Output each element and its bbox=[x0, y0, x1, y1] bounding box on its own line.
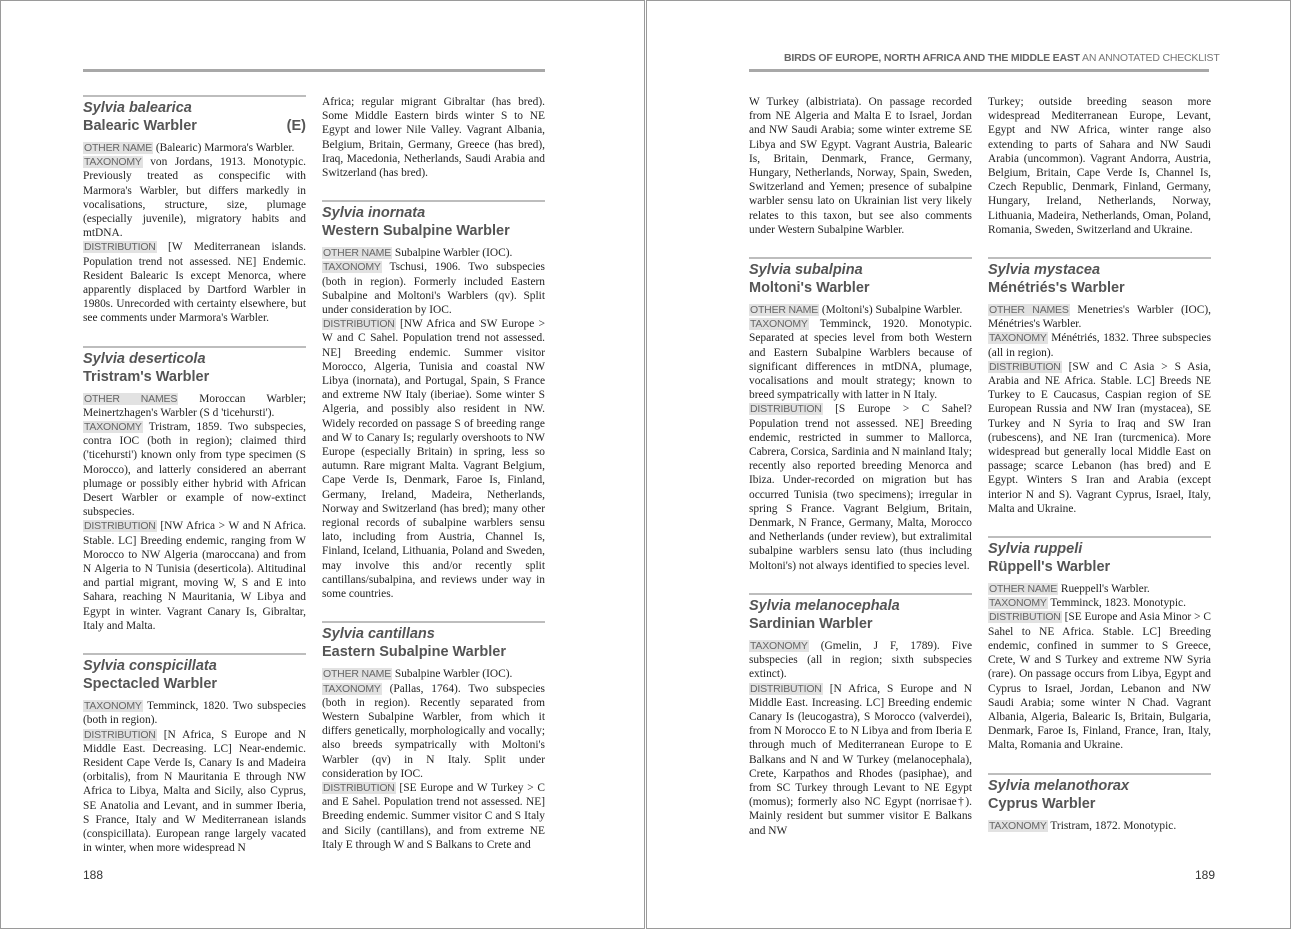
left-page-column-2 bbox=[322, 95, 545, 872]
common-name: Cyprus Warbler bbox=[988, 795, 1096, 812]
common-name-row bbox=[83, 117, 306, 135]
section-label: OTHER NAME bbox=[84, 142, 153, 154]
entry-paragraph bbox=[988, 819, 1211, 833]
entry-paragraph bbox=[749, 317, 972, 402]
section-label: TAXONOMY bbox=[84, 156, 142, 169]
scientific-name: Sylvia subalpina bbox=[749, 262, 863, 279]
common-name-row bbox=[988, 279, 1211, 297]
entry-paragraph bbox=[988, 610, 1211, 752]
section-text: (Gmelin, J F, 1789). Five subspecies (all in region; sixth subspecies extinct). bbox=[749, 639, 972, 681]
section-label: DISTRIBUTION bbox=[750, 403, 822, 416]
common-name-row bbox=[749, 279, 972, 297]
entry-paragraph bbox=[749, 402, 972, 572]
species-heading bbox=[322, 200, 545, 240]
running-header-bold: BIRDS OF EUROPE, NORTH AFRICA AND THE MIDDLE EAST bbox=[784, 52, 1080, 64]
species-heading bbox=[83, 653, 306, 693]
section-text: [SE Europe and Asia Minor > C Sahel to NE Africa. Stable. LC] Breeding endemic, confined in summer to S Greece, Crete, W and S Turkey and extreme NW Syria (rare). On passage occurs from Libya, Egypt and Cyprus to Israel, Jordan, Lebanon and NW Saudi Arabia; some winter N Chad. Vagrant Albania, Algeria, Balearic Is, Britain, Bulgaria, Denmark, Faroe Is, Finland, France, Iran, Italy, Malta, Romania and Ukraine. bbox=[988, 611, 1211, 752]
section-text: Temminck, 1823. Monotypic. bbox=[1047, 597, 1186, 610]
section-label: DISTRIBUTION bbox=[750, 682, 822, 695]
species-entry bbox=[322, 200, 545, 601]
left-page bbox=[0, 0, 645, 929]
scientific-name: Sylvia mystacea bbox=[988, 262, 1101, 279]
section-text: [N Africa, S Europe and N Middle East. Increasing. LC] Breeding endemic Canary Is (leucogastra), S Morocco (valverdei), from N Morocco E to N Libya and from Iberia E through much of Mediterranean Europe to E Balkans and N and W Turkey (melanocephala), Crete, Karpathos and Rhodes (pasiphae), and from SC Turkey through Levant to NE Egypt (momus); formerly also NC Egypt (norrisae†). Mainly resident but summer visitor E Balkans and NW bbox=[749, 682, 972, 837]
top-rule bbox=[749, 69, 1209, 72]
entry-paragraph bbox=[83, 141, 306, 155]
section-label: TAXONOMY bbox=[750, 639, 808, 652]
section-label: TAXONOMY bbox=[84, 421, 142, 434]
section-text: (Moltoni's) Subalpine Warbler. bbox=[819, 304, 963, 317]
entry-paragraph bbox=[83, 392, 306, 420]
entry-paragraph bbox=[988, 331, 1211, 359]
section-label: DISTRIBUTION bbox=[989, 360, 1061, 373]
species-entry bbox=[988, 773, 1211, 833]
running-header bbox=[784, 52, 1220, 64]
entry-paragraph bbox=[83, 420, 306, 519]
section-text: Menetries's Warbler (IOC), Ménétries's Warbler. bbox=[988, 304, 1211, 331]
section-label: OTHER NAME bbox=[323, 247, 392, 260]
section-label: DISTRIBUTION bbox=[323, 781, 395, 794]
section-text: Moroccan Warbler; Meinertzhagen's Warbler (S d 'ticehursti'). bbox=[83, 392, 306, 419]
section-text: [NW Africa and SW Europe > W and C Sahel. Population trend not assessed. NE] Breeding endemic. Summer visitor Morocco, Algeria, Tunisia and coastal NW Libya (inornata), and Portugal, Spain, S France and extreme NW Italy (iberiae). Some winter S Algeria, and possibly also resident in NW. Widely recorded on passage S of breeding range and W to Canary Is; regularly overshoots to NW Europe (especially Britain) in spring, less so autumn. Rare migrant Malta. Vagrant Belgium, Cape Verde Is, Denmark, Faroe Is, Finland, Germany, Ireland, Madeira, Netherlands, Norway and Switzerland (has bred); many other regional records of subalpine warblers sensu lato, including from Austria, Channel Is, Finland, Iceland, Lithuania, Poland and Sweden, may involve this and/or recently split cantillans/subalpina, and reviews under way in some countries. bbox=[322, 318, 545, 601]
species-entry bbox=[749, 257, 972, 573]
species-heading bbox=[83, 346, 306, 386]
entry-paragraph bbox=[83, 155, 306, 240]
species-heading bbox=[322, 621, 545, 661]
section-text: (Balearic) Marmora's Warbler. bbox=[153, 142, 295, 154]
species-entry bbox=[988, 257, 1211, 516]
page-number: 188 bbox=[83, 868, 104, 882]
common-name: Ménétriés's Warbler bbox=[988, 280, 1125, 297]
species-entry bbox=[83, 95, 306, 326]
common-name-row bbox=[988, 558, 1211, 576]
section-label: OTHER NAME bbox=[750, 304, 819, 317]
section-text: Tristram, 1872. Monotypic. bbox=[1047, 819, 1177, 832]
continued-text: Turkey; outside breeding season more widespread Mediterranean Europe, Levant, Egypt and NW Africa, winter range also extending to parts of Sahara and NW Saudi Arabia (uncommon). Vagrant Andorra, Austria, Belgium, Britain, Cape Verde Is, Channel Is, Czech Republic, Denmark, Finland, Germany, Hungary, Ireland, Netherlands, Norway, Lithuania, Madeira, Netherlands, Oman, Poland, Romania, Sweden, Switzerland and Ukraine. bbox=[988, 96, 1211, 236]
endemic-tag: (E) bbox=[286, 118, 306, 134]
section-label: TAXONOMY bbox=[989, 597, 1047, 610]
page-number: 189 bbox=[1195, 868, 1216, 882]
entry-paragraph bbox=[988, 582, 1211, 596]
scientific-name: Sylvia melanocephala bbox=[749, 597, 900, 614]
section-label: TAXONOMY bbox=[323, 261, 381, 274]
section-text: [NW Africa > W and N Africa. Stable. LC] Breeding endemic, ranging from W Morocco to NW Algeria (maroccana) and from N Algeria to N Tunisia (deserticola). Altitudinal and partial migrant, moving W, S and E into Sahara, reaching N Mauritania, W Libya and Egypt in winter. Vagrant Canary Is, Gibraltar, Italy and Malta. bbox=[83, 520, 306, 632]
section-text: [SW and C Asia > S Asia, Arabia and NE Africa. Stable. LC] Breeds NE Turkey to E Caucasus, Caspian region of SE European Russia and NW Iran (mystacea), SE Turkey and N Syria to Iraq and SW Iran (rubescens), and NE Iran (turcmenica). More widespread but generally local Middle East on passage; scarce Lebanon (has bred) and E Egypt. Winters S Iran and Arabia (except interior N and S). Vagrant Cyprus, Israel, Italy, Malta and Ukraine. bbox=[988, 360, 1211, 515]
entry-paragraph bbox=[322, 317, 545, 601]
entry-paragraph bbox=[749, 639, 972, 682]
species-heading bbox=[749, 257, 972, 297]
species-heading bbox=[749, 593, 972, 633]
section-text: (Pallas, 1764). Two subspecies (both in region). Recently separated from Western Subalpine Warbler, from which it differs genetically, morphologically and vocally; also breeds sympatrically with Moltoni's Warbler (qv) in N Italy. Split under consideration by IOC. bbox=[322, 682, 545, 780]
section-text: Temminck, 1920. Monotypic. Separated at species level from both Western and Eastern Subalpine Warblers because of significant differences in mtDNA, plumage, vocalisations and moult strategy; known to breed sympatrically with latter in N Italy. bbox=[749, 318, 972, 402]
entry-paragraph bbox=[988, 360, 1211, 516]
entry-paragraph bbox=[322, 667, 545, 681]
section-label: TAXONOMY bbox=[323, 682, 381, 695]
top-rule bbox=[83, 69, 545, 72]
species-entry bbox=[749, 593, 972, 838]
continued-text: W Turkey (albistriata). On passage recorded from NE Algeria and Malta E to Israel, Jordan and NW Saudi Arabia; some winter extreme SE Libya and SW Egypt. Vagrant Austria, Balearic Is, Britain, Denmark, France, Germany, Hungary, Netherlands, Norway, Spain, Sweden, Switzerland and Yemen; presence of subalpine warbler sensu lato on Ukrainian list very likely relates to this taxon, but see also comments under Western Subalpine Warbler. bbox=[749, 96, 972, 236]
entry-paragraph bbox=[988, 303, 1211, 331]
entry-paragraph bbox=[322, 781, 545, 852]
species-entry bbox=[988, 536, 1211, 752]
section-label: TAXONOMY bbox=[750, 318, 808, 331]
scientific-name: Sylvia conspicillata bbox=[83, 658, 217, 675]
section-text: [N Africa, S Europe and N Middle East. Decreasing. LC] Near-endemic. Resident Cape Verde Is, Canary Is and Madeira (orbitalis), from N Mauritania E through NW Africa to Libya, Malta and Sicily, also Cyprus, SE Anatolia and Levant, and in summer Iberia, S France, Italy and W Mediterranean islands (conspicillata). European range largely vacated in winter, when more widespread N bbox=[83, 728, 306, 855]
right-page-column-1 bbox=[749, 95, 972, 858]
entry-paragraph bbox=[988, 596, 1211, 610]
left-page-column-1 bbox=[83, 95, 306, 875]
section-label: OTHER NAME bbox=[323, 668, 392, 681]
common-name-row bbox=[83, 675, 306, 693]
entry-paragraph bbox=[322, 246, 545, 260]
common-name: Rüppell's Warbler bbox=[988, 559, 1111, 576]
species-heading bbox=[988, 536, 1211, 576]
common-name: Eastern Subalpine Warbler bbox=[322, 644, 506, 661]
species-heading bbox=[988, 257, 1211, 297]
section-label: DISTRIBUTION bbox=[84, 728, 156, 741]
species-entry bbox=[83, 653, 306, 855]
section-label: DISTRIBUTION bbox=[323, 318, 395, 331]
section-text: Subalpine Warbler (IOC). bbox=[392, 668, 513, 681]
common-name-row bbox=[83, 368, 306, 386]
common-name: Tristram's Warbler bbox=[83, 368, 210, 385]
scientific-name: Sylvia ruppeli bbox=[988, 541, 1083, 558]
species-entry bbox=[322, 621, 545, 852]
section-text: [W Mediterranean islands. Population trend not assessed. NE] Endemic. Resident Balearic Is except Menorca, where apparently displaced by Dartford Warbler in 1980s. Unrecorded with certainty elsewhere, but see comments under Marmora's Warbler. bbox=[83, 241, 306, 325]
entry-paragraph bbox=[83, 240, 306, 325]
section-text: Tristram, 1859. Two subspecies, contra IOC (both in region); claimed third ('ticehursti') known only from type specimen (S Morocco), and latterly considered an aberrant plumage or possibly either hybrid with African Desert Warbler or example of now-extinct subspecies. bbox=[83, 421, 306, 519]
section-text: Tschusi, 1906. Two subspecies (both in region). Formerly included Eastern Subalpine and Moltoni's Warblers (qv). Split under consideration by IOC. bbox=[322, 261, 545, 317]
common-name: Spectacled Warbler bbox=[83, 676, 218, 693]
entry-paragraph bbox=[322, 682, 545, 781]
entry-paragraph bbox=[322, 260, 545, 317]
entry-paragraph bbox=[83, 699, 306, 727]
section-label: TAXONOMY bbox=[989, 332, 1047, 345]
species-heading bbox=[83, 95, 306, 135]
section-text: von Jordans, 1913. Monotypic. Previously treated as conspecific with Marmora's Warbler, but differs markedly in vocalisations, structure, size, plumage (especially juvenile), migratory habits and mtDNA. bbox=[83, 156, 306, 240]
section-text: [SE Europe and W Turkey > C and E Sahel. Population trend not assessed. NE] Breeding endemic. Summer visitor C and S Italy and Sicily (cantillans), and from extreme NE Italy E through W and S Balkans to Crete and bbox=[322, 781, 545, 851]
section-label: DISTRIBUTION bbox=[84, 241, 156, 254]
section-text: [S Europe > C Sahel? Population trend not assessed. NE] Breeding endemic, restricted in summer to Mallorca, Cabrera, Corsica, Sardinia and N mainland Italy; recently also reported breeding Menorca and Ibiza. Under-recorded on migration but has occurred Tunisia (two specimens); irregular in spring S France. Vagrant Belgium, Britain, Denmark, N France, Germany, Malta, Morocco and Netherlands (under review), but extralimital subalpine warblers sensu lato (thus including Moltoni's) not always identified to species level. bbox=[749, 403, 972, 572]
right-page bbox=[646, 0, 1291, 929]
entry-paragraph bbox=[83, 519, 306, 633]
section-label: OTHER NAMES bbox=[84, 392, 178, 405]
scientific-name: Sylvia melanothorax bbox=[988, 777, 1130, 794]
right-page-column-2 bbox=[988, 95, 1211, 853]
section-text: Subalpine Warbler (IOC). bbox=[392, 247, 513, 260]
species-entry bbox=[83, 346, 306, 633]
section-label: DISTRIBUTION bbox=[84, 520, 156, 533]
common-name-row bbox=[322, 222, 545, 240]
section-text: Ménétriés, 1832. Three subspecies (all in region). bbox=[988, 332, 1211, 359]
entry-paragraph bbox=[83, 728, 306, 856]
common-name: Western Subalpine Warbler bbox=[322, 223, 510, 240]
section-label: OTHER NAME bbox=[989, 583, 1058, 596]
common-name: Moltoni's Warbler bbox=[749, 280, 870, 297]
section-label: OTHER NAMES bbox=[989, 304, 1069, 317]
scientific-name: Sylvia inornata bbox=[322, 205, 426, 222]
continued-text: Africa; regular migrant Gibraltar (has bred). Some Middle Eastern birds winter S to NE Egypt and lower Nile Valley. Vagrant Albania, Belgium, Britain, Germany, Greece (has bred), Iraq, Macedonia, Netherlands, Saudi Arabia and Switzerland (has bred). bbox=[322, 96, 545, 180]
running-header-rest: AN ANNOTATED CHECKLIST bbox=[1079, 52, 1220, 64]
section-label: TAXONOMY bbox=[84, 700, 142, 713]
common-name: Sardinian Warbler bbox=[749, 615, 873, 632]
scientific-name: Sylvia deserticola bbox=[83, 350, 206, 367]
entry-paragraph bbox=[749, 303, 972, 317]
section-label: DISTRIBUTION bbox=[989, 611, 1061, 624]
section-label: TAXONOMY bbox=[989, 819, 1047, 832]
entry-paragraph bbox=[749, 682, 972, 838]
common-name-row bbox=[322, 643, 545, 661]
species-heading bbox=[988, 773, 1211, 813]
section-text: Temminck, 1820. Two subspecies (both in region). bbox=[83, 700, 306, 727]
scientific-name: Sylvia balearica bbox=[83, 100, 192, 116]
scientific-name: Sylvia cantillans bbox=[322, 626, 435, 643]
section-text: Rueppell's Warbler. bbox=[1058, 583, 1150, 596]
common-name: Balearic Warbler bbox=[83, 118, 197, 134]
common-name-row bbox=[749, 615, 972, 633]
common-name-row bbox=[988, 795, 1211, 813]
